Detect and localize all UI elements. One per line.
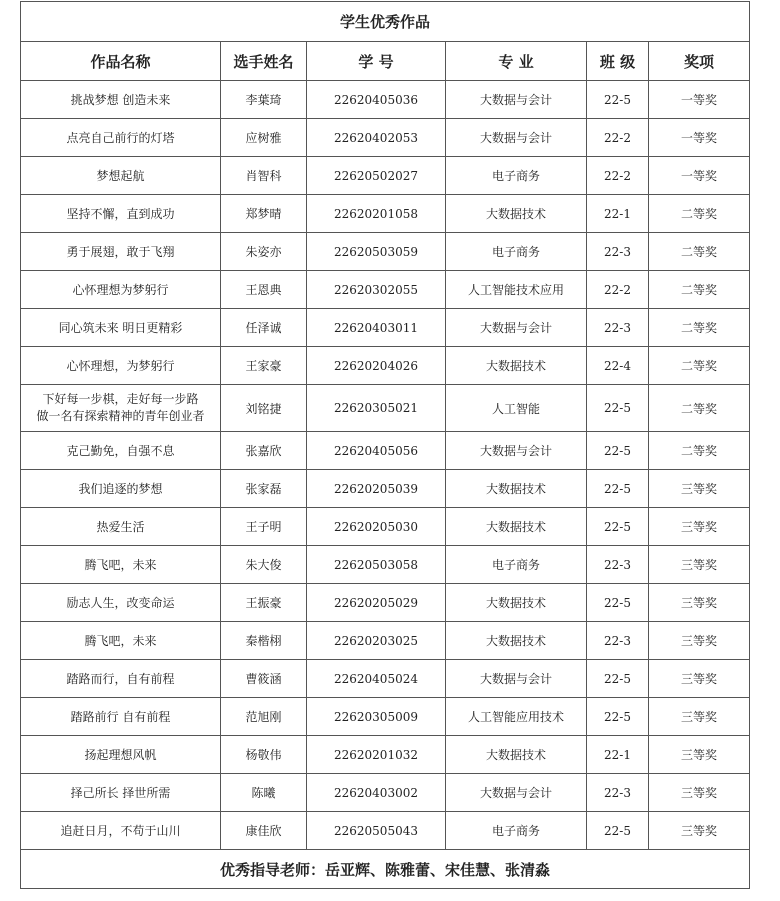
major-cell: 大数据技术 bbox=[446, 584, 587, 622]
award-cell: 三等奖 bbox=[649, 508, 750, 546]
work-name-cell: 梦想起航 bbox=[21, 157, 221, 195]
student-id-cell: 22620503059 bbox=[307, 233, 446, 271]
class-cell: 22-3 bbox=[587, 546, 649, 584]
major-cell: 大数据与会计 bbox=[446, 81, 587, 119]
student-name-cell: 杨敬伟 bbox=[221, 736, 307, 774]
title-row bbox=[21, 2, 750, 42]
student-id-cell: 22620204026 bbox=[307, 347, 446, 385]
award-cell: 一等奖 bbox=[649, 157, 750, 195]
student-name-cell: 王子明 bbox=[221, 508, 307, 546]
award-cell: 二等奖 bbox=[649, 233, 750, 271]
student-id-cell: 22620205030 bbox=[307, 508, 446, 546]
major-cell: 电子商务 bbox=[446, 812, 587, 850]
major-cell: 大数据与会计 bbox=[446, 309, 587, 347]
award-cell: 二等奖 bbox=[649, 347, 750, 385]
work-name-line: 下好每一步棋，走好每一步路 bbox=[42, 392, 199, 406]
footer-row bbox=[21, 850, 750, 889]
award-cell: 三等奖 bbox=[649, 660, 750, 698]
work-name-cell: 挑战梦想 创造未来 bbox=[21, 81, 221, 119]
student-name-cell: 刘铭捷 bbox=[221, 385, 307, 432]
work-name-cell: 我们追逐的梦想 bbox=[21, 470, 221, 508]
class-cell: 22-1 bbox=[587, 195, 649, 233]
student-id-cell: 22620201032 bbox=[307, 736, 446, 774]
award-cell: 三等奖 bbox=[649, 698, 750, 736]
award-cell: 二等奖 bbox=[649, 195, 750, 233]
student-name-cell: 王家豪 bbox=[221, 347, 307, 385]
major-cell: 大数据与会计 bbox=[446, 432, 587, 470]
header-award: 奖项 bbox=[649, 42, 750, 81]
table-row bbox=[21, 584, 750, 622]
class-cell: 22-4 bbox=[587, 347, 649, 385]
student-id-cell: 22620201058 bbox=[307, 195, 446, 233]
award-cell: 二等奖 bbox=[649, 271, 750, 309]
student-id-cell: 22620502027 bbox=[307, 157, 446, 195]
student-name-cell: 朱大俊 bbox=[221, 546, 307, 584]
student-name-cell: 秦楷栩 bbox=[221, 622, 307, 660]
class-cell: 22-5 bbox=[587, 812, 649, 850]
student-id-cell: 22620505043 bbox=[307, 812, 446, 850]
student-name-cell: 任泽诚 bbox=[221, 309, 307, 347]
work-name-cell bbox=[21, 385, 221, 432]
student-name-cell: 肖智科 bbox=[221, 157, 307, 195]
header-work-name: 作品名称 bbox=[21, 42, 221, 81]
student-name-cell: 应树雅 bbox=[221, 119, 307, 157]
class-cell: 22-2 bbox=[587, 119, 649, 157]
major-cell: 大数据与会计 bbox=[446, 119, 587, 157]
work-name-cell: 热爱生活 bbox=[21, 508, 221, 546]
major-cell: 电子商务 bbox=[446, 233, 587, 271]
major-cell: 大数据技术 bbox=[446, 622, 587, 660]
class-cell: 22-3 bbox=[587, 309, 649, 347]
work-name-cell: 择己所长 择世所需 bbox=[21, 774, 221, 812]
student-name-cell: 陈曦 bbox=[221, 774, 307, 812]
work-name-cell: 踏路而行，自有前程 bbox=[21, 660, 221, 698]
student-id-cell: 22620405024 bbox=[307, 660, 446, 698]
header-row bbox=[21, 42, 750, 81]
work-name-line: 做一名有探索精神的青年创业者 bbox=[36, 409, 205, 423]
major-cell: 大数据技术 bbox=[446, 470, 587, 508]
class-cell: 22-5 bbox=[587, 584, 649, 622]
class-cell: 22-1 bbox=[587, 736, 649, 774]
class-cell: 22-3 bbox=[587, 774, 649, 812]
table-title: 学生优秀作品 bbox=[21, 2, 750, 42]
class-cell: 22-3 bbox=[587, 622, 649, 660]
student-id-cell: 22620205029 bbox=[307, 584, 446, 622]
work-name-cell: 克己勤免，自强不息 bbox=[21, 432, 221, 470]
major-cell: 大数据与会计 bbox=[446, 774, 587, 812]
table-row bbox=[21, 432, 750, 470]
award-cell: 三等奖 bbox=[649, 546, 750, 584]
work-name-cell: 坚持不懈，直到成功 bbox=[21, 195, 221, 233]
student-id-cell: 22620405036 bbox=[307, 81, 446, 119]
class-cell: 22-5 bbox=[587, 698, 649, 736]
award-cell: 二等奖 bbox=[649, 432, 750, 470]
advisors-note: 优秀指导老师：岳亚辉、陈雅蕾、宋佳慧、张清淼 bbox=[21, 850, 750, 889]
table-row bbox=[21, 812, 750, 850]
student-name-cell: 朱姿亦 bbox=[221, 233, 307, 271]
work-name-cell: 扬起理想风帆 bbox=[21, 736, 221, 774]
work-name-cell: 踏路前行 自有前程 bbox=[21, 698, 221, 736]
award-cell: 二等奖 bbox=[649, 385, 750, 432]
student-id-cell: 22620302055 bbox=[307, 271, 446, 309]
award-cell: 三等奖 bbox=[649, 812, 750, 850]
student-id-cell: 22620403002 bbox=[307, 774, 446, 812]
student-id-cell: 22620205039 bbox=[307, 470, 446, 508]
table-row bbox=[21, 157, 750, 195]
award-cell: 三等奖 bbox=[649, 470, 750, 508]
work-name-cell: 同心筑未来 明日更精彩 bbox=[21, 309, 221, 347]
header-class: 班 级 bbox=[587, 42, 649, 81]
award-cell: 二等奖 bbox=[649, 309, 750, 347]
student-works-table bbox=[20, 1, 750, 889]
student-id-cell: 22620503058 bbox=[307, 546, 446, 584]
major-cell: 人工智能技术应用 bbox=[446, 271, 587, 309]
class-cell: 22-5 bbox=[587, 508, 649, 546]
student-name-cell: 曹筱涵 bbox=[221, 660, 307, 698]
major-cell: 大数据技术 bbox=[446, 195, 587, 233]
header-student-name: 选手姓名 bbox=[221, 42, 307, 81]
award-cell: 三等奖 bbox=[649, 736, 750, 774]
table-row bbox=[21, 698, 750, 736]
student-name-cell: 张家磊 bbox=[221, 470, 307, 508]
major-cell: 大数据技术 bbox=[446, 736, 587, 774]
major-cell: 电子商务 bbox=[446, 157, 587, 195]
table-row bbox=[21, 119, 750, 157]
student-id-cell: 22620405056 bbox=[307, 432, 446, 470]
major-cell: 大数据技术 bbox=[446, 508, 587, 546]
award-cell: 一等奖 bbox=[649, 119, 750, 157]
major-cell: 电子商务 bbox=[446, 546, 587, 584]
table-row bbox=[21, 622, 750, 660]
table-row bbox=[21, 233, 750, 271]
class-cell: 22-2 bbox=[587, 271, 649, 309]
table-row bbox=[21, 385, 750, 432]
work-name-cell: 腾飞吧，未来 bbox=[21, 546, 221, 584]
table-row bbox=[21, 347, 750, 385]
award-cell: 三等奖 bbox=[649, 774, 750, 812]
major-cell: 大数据技术 bbox=[446, 347, 587, 385]
work-name-cell: 点亮自己前行的灯塔 bbox=[21, 119, 221, 157]
student-id-cell: 22620305021 bbox=[307, 385, 446, 432]
table-row bbox=[21, 271, 750, 309]
student-name-cell: 康佳欣 bbox=[221, 812, 307, 850]
student-name-cell: 郑梦晴 bbox=[221, 195, 307, 233]
class-cell: 22-5 bbox=[587, 385, 649, 432]
class-cell: 22-3 bbox=[587, 233, 649, 271]
student-name-cell: 张嘉欣 bbox=[221, 432, 307, 470]
table-row bbox=[21, 81, 750, 119]
work-name-cell: 勇于展翅，敢于飞翔 bbox=[21, 233, 221, 271]
header-major: 专 业 bbox=[446, 42, 587, 81]
table-row bbox=[21, 508, 750, 546]
class-cell: 22-5 bbox=[587, 660, 649, 698]
student-id-cell: 22620305009 bbox=[307, 698, 446, 736]
work-name-cell: 励志人生，改变命运 bbox=[21, 584, 221, 622]
award-cell: 三等奖 bbox=[649, 584, 750, 622]
class-cell: 22-5 bbox=[587, 470, 649, 508]
student-name-cell: 范旭刚 bbox=[221, 698, 307, 736]
student-id-cell: 22620402053 bbox=[307, 119, 446, 157]
award-cell: 三等奖 bbox=[649, 622, 750, 660]
table-row bbox=[21, 546, 750, 584]
table-row bbox=[21, 470, 750, 508]
student-id-cell: 22620403011 bbox=[307, 309, 446, 347]
student-name-cell: 李葉琦 bbox=[221, 81, 307, 119]
class-cell: 22-5 bbox=[587, 432, 649, 470]
student-name-cell: 王振豪 bbox=[221, 584, 307, 622]
work-name-cell: 追赶日月，不苟于山川 bbox=[21, 812, 221, 850]
class-cell: 22-5 bbox=[587, 81, 649, 119]
student-id-cell: 22620203025 bbox=[307, 622, 446, 660]
table-row bbox=[21, 309, 750, 347]
table-row bbox=[21, 736, 750, 774]
class-cell: 22-2 bbox=[587, 157, 649, 195]
award-cell: 一等奖 bbox=[649, 81, 750, 119]
table-row bbox=[21, 660, 750, 698]
student-name-cell: 王恩典 bbox=[221, 271, 307, 309]
work-name-cell: 心怀理想为梦躬行 bbox=[21, 271, 221, 309]
header-student-id: 学 号 bbox=[307, 42, 446, 81]
major-cell: 人工智能应用技术 bbox=[446, 698, 587, 736]
table-row bbox=[21, 774, 750, 812]
major-cell: 大数据与会计 bbox=[446, 660, 587, 698]
table-row bbox=[21, 195, 750, 233]
work-name-cell: 心怀理想，为梦躬行 bbox=[21, 347, 221, 385]
work-name-cell: 腾飞吧，未来 bbox=[21, 622, 221, 660]
major-cell: 人工智能 bbox=[446, 385, 587, 432]
